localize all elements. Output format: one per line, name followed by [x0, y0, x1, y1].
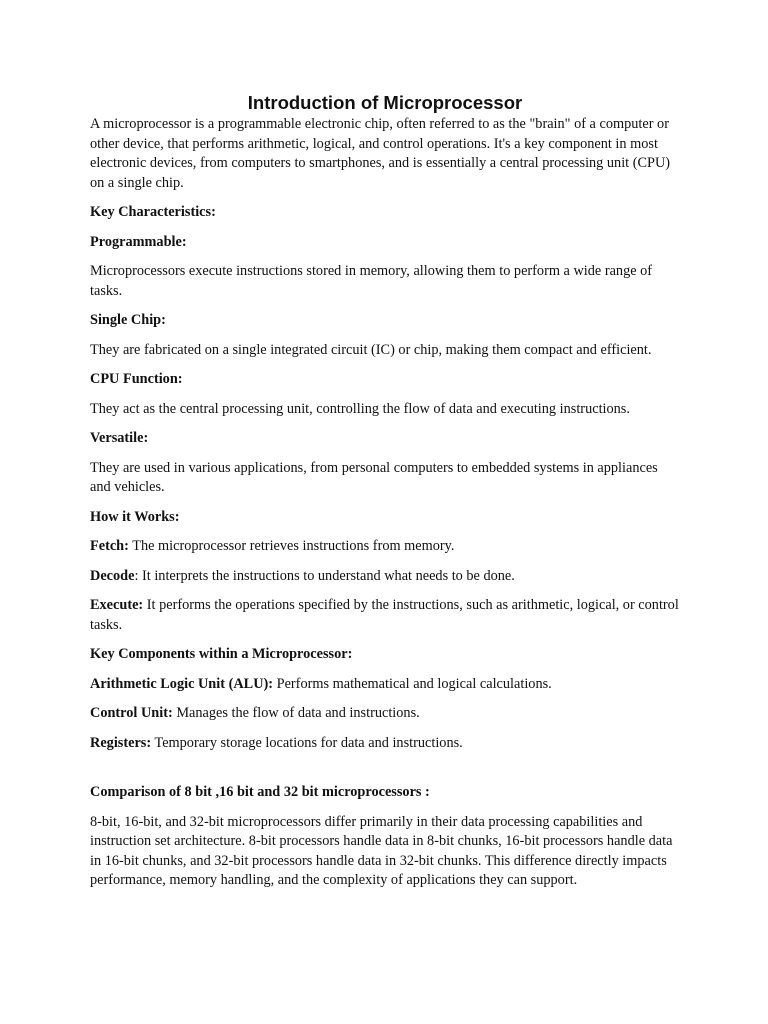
document-body: [90, 92, 680, 901]
single-chip-heading: Single Chip:: [90, 312, 166, 328]
registers-term: Registers:: [90, 734, 152, 751]
comparison-heading: Comparison of 8 bit ,16 bit and 32 bit microprocessors :: [90, 784, 430, 800]
fetch-term: Fetch:: [90, 538, 129, 554]
single-chip-text: They are fabricated on a single integrated circuit (IC) or chip, making them compact and efficient.: [90, 341, 652, 358]
how-it-works-heading: How it Works:: [90, 508, 180, 525]
versatile-text: They are used in various applications, from personal computers to embedded systems in appliances and vehicles.: [90, 459, 658, 495]
alu-term: Arithmetic Logic Unit (ALU):: [90, 675, 274, 692]
decode-step: [90, 567, 680, 587]
alu-component: [90, 675, 680, 695]
control-unit-description: Manages the flow of data and instructions.: [172, 705, 420, 721]
section-spacer: [90, 763, 680, 783]
fetch-step: [90, 537, 680, 557]
cpu-function-heading: CPU Function:: [90, 371, 183, 387]
fetch-description: The microprocessor retrieves instructions from memory.: [128, 538, 455, 554]
alu-description: Performs mathematical and logical calculations.: [273, 675, 552, 692]
programmable-heading: Programmable:: [90, 233, 187, 250]
programmable-text: Microprocessors execute instructions stored in memory, allowing them to perform a wide range of tasks.: [90, 263, 653, 299]
page-title: Introduction of Microprocessor: [247, 92, 523, 113]
key-components-heading: Key Components within a Microprocessor:: [90, 646, 353, 662]
execute-description: It performs the operations specified by the instructions, such as arithmetic, logical, or control tasks.: [90, 597, 679, 633]
intro-paragraph: A microprocessor is a programmable electronic chip, often referred to as the "brain" of a computer or other device, that performs arithmetic, logical, and control operations. It's a key component in most electronic devices, from computers to smartphones, and is essentially a central processing unit (CPU) on a single chip.: [90, 116, 671, 191]
control-unit-term: Control Unit:: [90, 705, 173, 721]
registers-component: [90, 734, 680, 754]
versatile-heading: Versatile:: [90, 430, 149, 446]
registers-description: Temporary storage locations for data and instructions.: [151, 734, 463, 751]
decode-description: : It interprets the instructions to understand what needs to be done.: [134, 567, 515, 584]
control-unit-component: [90, 704, 680, 724]
decode-term: Decode: [90, 567, 135, 584]
cpu-function-text: They act as the central processing unit, controlling the flow of data and executing instructions.: [90, 400, 630, 417]
execute-step: [90, 596, 680, 635]
comparison-paragraph: 8-bit, 16-bit, and 32-bit microprocessors differ primarily in their data processing capabilities and instruction set architecture. 8-bit processors handle data in 8-bit chunks, 16-bit processors handle data in 16-bit chunks, and 32-bit processors handle data in 32-bit chunks. This difference directly impacts performance, memory handling, and the complexity of applications they can support.: [90, 813, 673, 888]
key-characteristics-heading: Key Characteristics:: [90, 204, 216, 220]
execute-term: Execute:: [90, 597, 144, 613]
